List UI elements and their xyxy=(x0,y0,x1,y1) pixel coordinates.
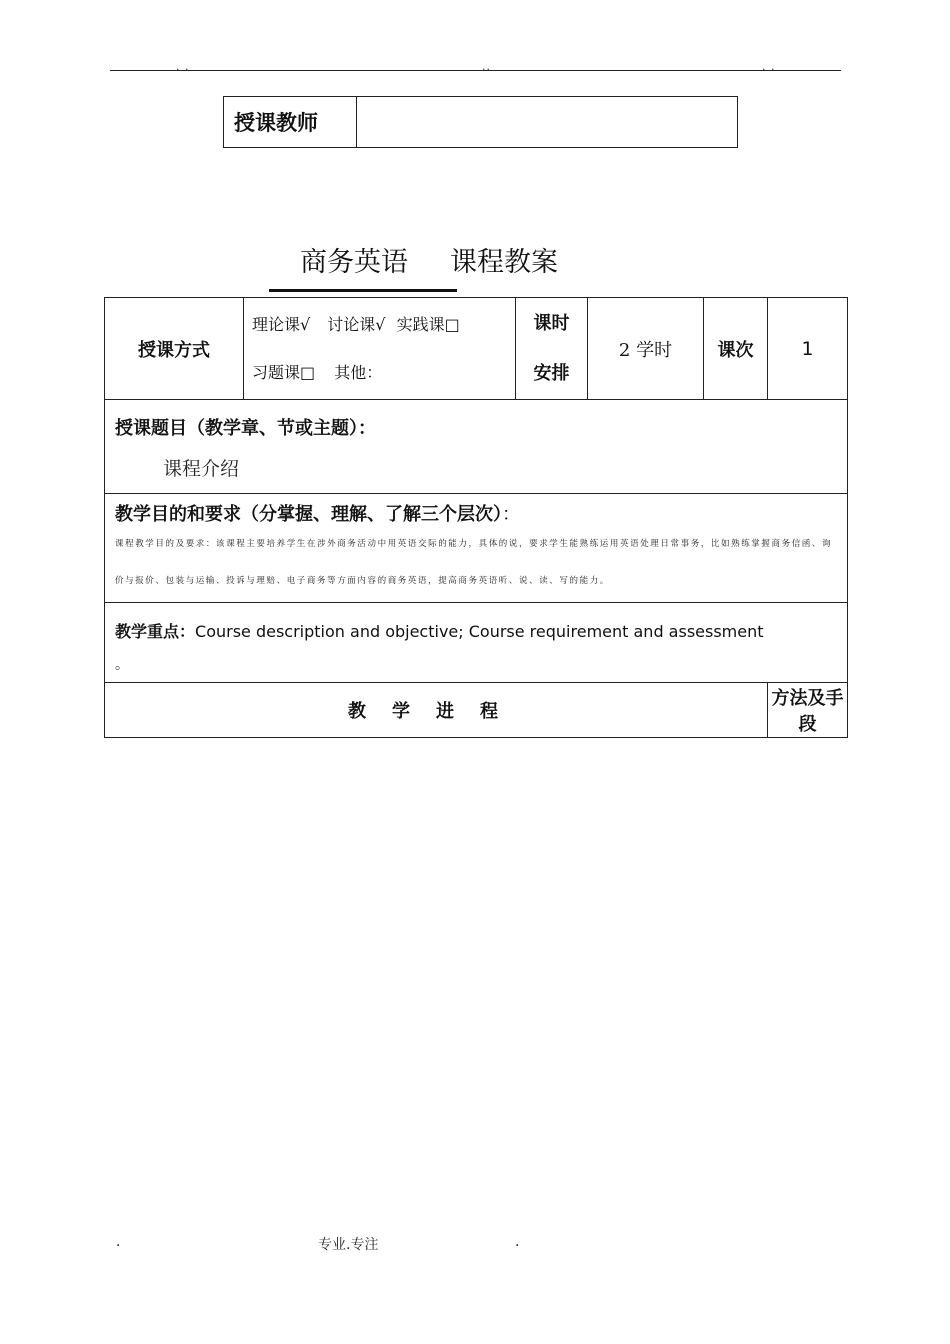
hours-label-line2: 安排 xyxy=(533,362,570,384)
objectives-heading-colon: ： xyxy=(502,504,520,525)
header-rule xyxy=(110,70,841,71)
option-other[interactable]: 其他： xyxy=(334,362,383,382)
mode-options xyxy=(244,298,516,400)
header-dots-right: . . xyxy=(762,60,776,73)
objectives-line-1: 课程教学目的及要求：该课程主要培养学生在涉外商务活动中用英语交际的能力，具体的说，要求学生能熟练运用英语处理日常事务，比如熟练掌握商务信函、询 xyxy=(115,539,833,549)
focus-section xyxy=(105,603,848,683)
header-dots-center: .. xyxy=(482,60,491,73)
focus-label: 教学重点： xyxy=(115,622,196,641)
lesson-plan-table xyxy=(104,297,848,738)
footer-center: 专业.专注 xyxy=(318,1237,379,1253)
method-heading: 方法及手段 xyxy=(768,683,848,738)
title-underline xyxy=(269,289,457,292)
progress-heading: 教学进程 xyxy=(105,683,768,738)
teacher-label: 授课教师 xyxy=(224,97,357,148)
teacher-table xyxy=(223,96,738,148)
focus-end-mark: 。 xyxy=(115,657,129,673)
footer-dot-right: . xyxy=(515,1234,520,1250)
hours-label-line1: 课时 xyxy=(533,312,570,334)
title-doc: 课程教案 xyxy=(450,247,558,278)
session-value: 1 xyxy=(768,298,848,400)
mode-label: 授课方式 xyxy=(105,298,244,400)
objectives-heading: 教学目的和要求（分掌握、理解、了解三个层次） xyxy=(115,504,502,525)
option-theory[interactable]: 理论课√ xyxy=(252,314,311,334)
option-discussion[interactable]: 讨论课√ xyxy=(327,314,386,334)
topic-heading: 授课题目（教学章、节或主题）： xyxy=(115,418,376,439)
topic-value: 课程介绍 xyxy=(163,458,240,480)
hours-value: 2 学时 xyxy=(588,298,704,400)
footer-dot-left: . xyxy=(116,1234,121,1250)
option-exercise[interactable]: 习题课□ xyxy=(252,362,316,382)
objectives-text xyxy=(105,526,847,602)
objectives-section xyxy=(105,494,848,603)
title-subject: 商务英语 xyxy=(300,247,408,278)
option-practice[interactable]: 实践课□ xyxy=(396,314,460,334)
objectives-heading-row xyxy=(105,494,847,526)
header-dots-left: . . xyxy=(176,60,190,73)
hours-label xyxy=(516,298,588,400)
focus-row xyxy=(105,603,847,642)
session-label: 课次 xyxy=(704,298,768,400)
teacher-value[interactable] xyxy=(357,97,738,148)
objectives-line-2: 价与报价、包装与运输、投诉与理赔、电子商务等方面内容的商务英语，提高商务英语听、说、读、写的能力。 xyxy=(115,576,610,586)
focus-text: Course description and objective; Course requirement and assessment xyxy=(195,622,764,641)
page-title xyxy=(300,240,558,279)
topic-section xyxy=(105,400,848,494)
